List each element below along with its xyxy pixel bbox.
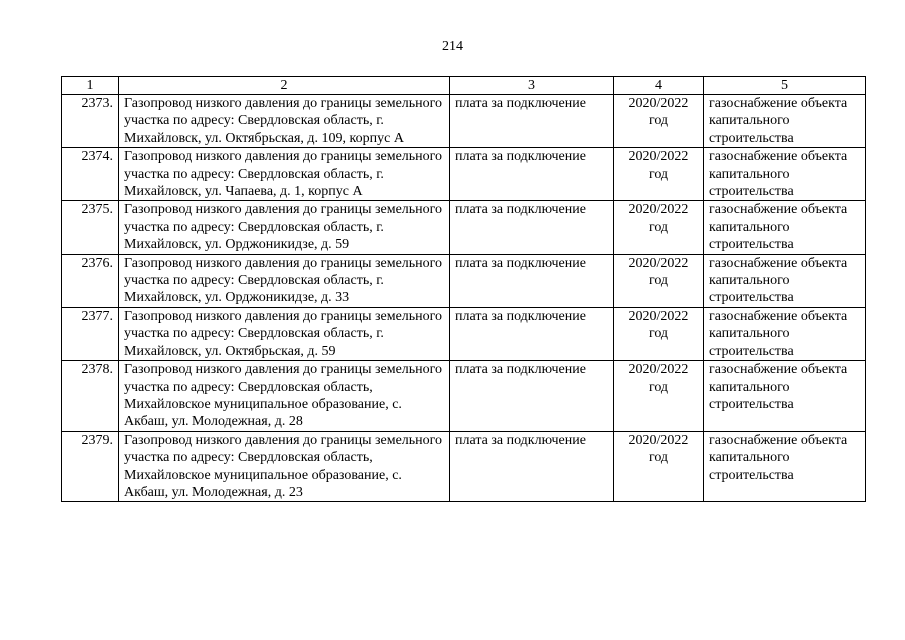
funding-source: плата за подключение bbox=[450, 361, 614, 432]
object-purpose: газоснабжение объекта капитального строительства bbox=[704, 254, 866, 307]
funding-source: плата за подключение bbox=[450, 201, 614, 254]
object-name: Газопровод низкого давления до границы земельного участка по адресу: Свердловская область, г. Михайловск, ул. Октябрьская, д. 59 bbox=[119, 307, 450, 360]
object-purpose: газоснабжение объекта капитального строительства bbox=[704, 431, 866, 502]
object-purpose: газоснабжение объекта капитального строительства bbox=[704, 201, 866, 254]
table-row bbox=[62, 254, 866, 307]
table-row bbox=[62, 361, 866, 432]
implementation-term: 2020/2022 год bbox=[614, 148, 704, 201]
column-header-2: 2 bbox=[119, 77, 450, 95]
row-number: 2375. bbox=[62, 201, 119, 254]
table-row bbox=[62, 95, 866, 148]
funding-source: плата за подключение bbox=[450, 254, 614, 307]
implementation-term: 2020/2022 год bbox=[614, 201, 704, 254]
row-number: 2379. bbox=[62, 431, 119, 502]
object-purpose: газоснабжение объекта капитального строительства bbox=[704, 307, 866, 360]
row-number: 2378. bbox=[62, 361, 119, 432]
object-name: Газопровод низкого давления до границы земельного участка по адресу: Свердловская область, г. Михайловск, ул. Орджоникидзе, д. 33 bbox=[119, 254, 450, 307]
object-purpose: газоснабжение объекта капитального строительства bbox=[704, 361, 866, 432]
object-name: Газопровод низкого давления до границы земельного участка по адресу: Свердловская область, г. Михайловск, ул. Орджоникидзе, д. 59 bbox=[119, 201, 450, 254]
implementation-term: 2020/2022 год bbox=[614, 307, 704, 360]
object-name: Газопровод низкого давления до границы земельного участка по адресу: Свердловская область, Михайловское муниципальное образование, с. Акбаш, ул. Молодежная, д. 23 bbox=[119, 431, 450, 502]
funding-source: плата за подключение bbox=[450, 95, 614, 148]
object-name: Газопровод низкого давления до границы земельного участка по адресу: Свердловская область, г. Михайловск, ул. Октябрьская, д. 109, корпус А bbox=[119, 95, 450, 148]
funding-source: плата за подключение bbox=[450, 307, 614, 360]
table-row bbox=[62, 307, 866, 360]
column-header-3: 3 bbox=[450, 77, 614, 95]
object-name: Газопровод низкого давления до границы земельного участка по адресу: Свердловская область, г. Михайловск, ул. Чапаева, д. 1, корпус А bbox=[119, 148, 450, 201]
table-header-row bbox=[62, 77, 866, 95]
funding-source: плата за подключение bbox=[450, 148, 614, 201]
table-row bbox=[62, 148, 866, 201]
row-number: 2374. bbox=[62, 148, 119, 201]
implementation-term: 2020/2022 год bbox=[614, 254, 704, 307]
row-number: 2376. bbox=[62, 254, 119, 307]
object-purpose: газоснабжение объекта капитального строительства bbox=[704, 95, 866, 148]
document-table bbox=[61, 76, 866, 502]
row-number: 2377. bbox=[62, 307, 119, 360]
row-number: 2373. bbox=[62, 95, 119, 148]
funding-source: плата за подключение bbox=[450, 431, 614, 502]
implementation-term: 2020/2022 год bbox=[614, 431, 704, 502]
implementation-term: 2020/2022 год bbox=[614, 361, 704, 432]
page-number: 214 bbox=[442, 39, 463, 54]
column-header-5: 5 bbox=[704, 77, 866, 95]
table-row bbox=[62, 431, 866, 502]
object-name: Газопровод низкого давления до границы земельного участка по адресу: Свердловская область, Михайловское муниципальное образование, с. Акбаш, ул. Молодежная, д. 28 bbox=[119, 361, 450, 432]
table-row bbox=[62, 201, 866, 254]
object-purpose: газоснабжение объекта капитального строительства bbox=[704, 148, 866, 201]
column-header-1: 1 bbox=[62, 77, 119, 95]
column-header-4: 4 bbox=[614, 77, 704, 95]
implementation-term: 2020/2022 год bbox=[614, 95, 704, 148]
